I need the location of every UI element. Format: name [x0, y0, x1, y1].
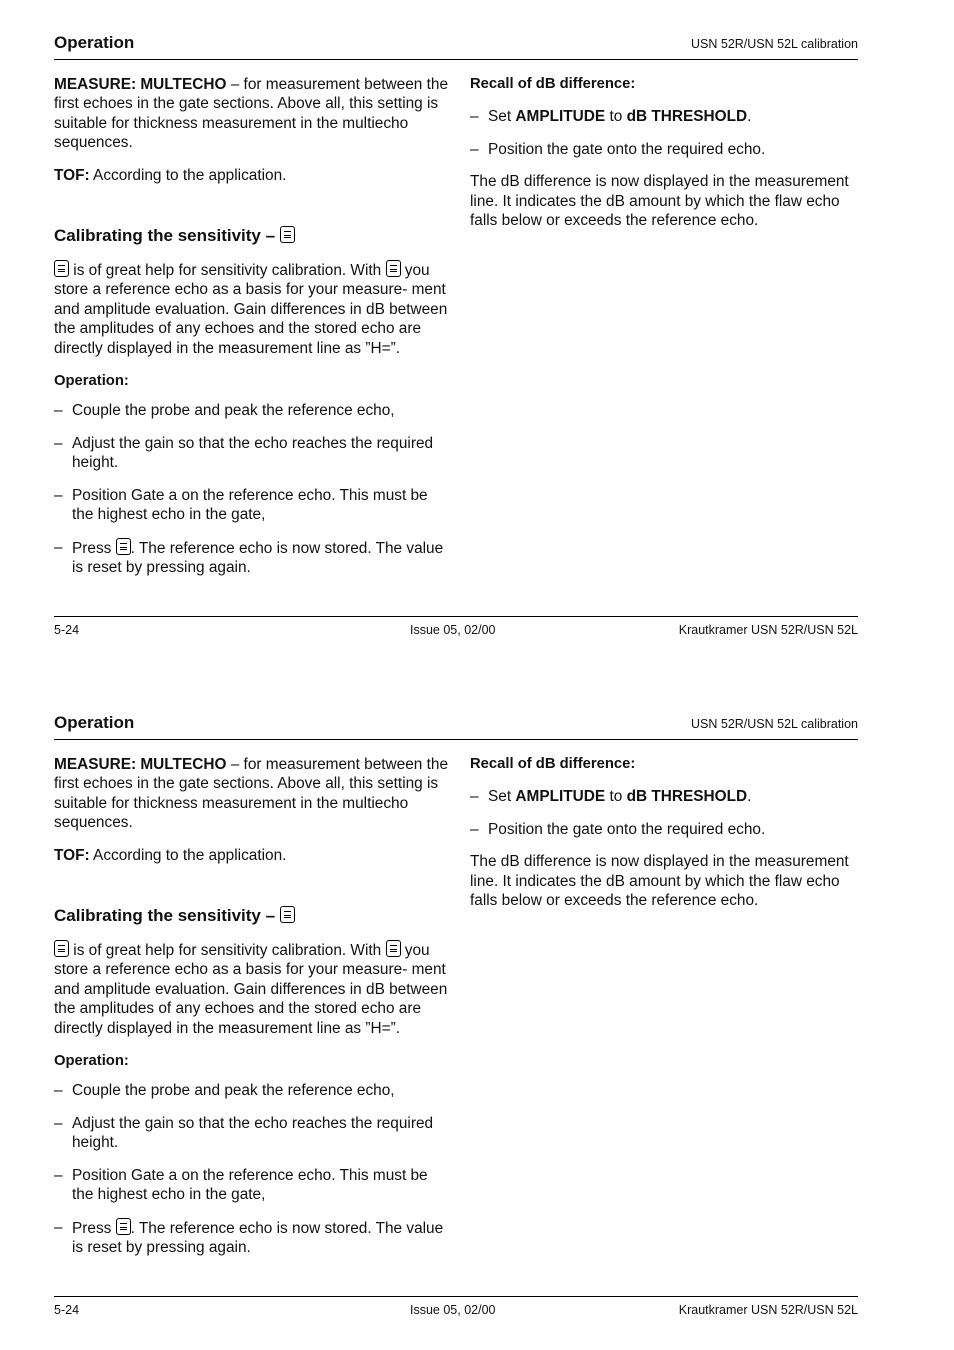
- intro-text-b: you store a reference echo as a basis for your measure- ment and amplitude evaluation. Gain differences in dB between the amplitudes of any echoes and the stored echo are directly displayed in the measurement line as ”H=”.: [54, 262, 448, 357]
- result-paragraph: The dB difference is now displayed in the measurement line. It indicates the dB amount by which the flaw echo falls below or exceeds the reference echo.: [470, 173, 849, 230]
- press-text-a: Press: [72, 539, 116, 557]
- header-rule: [54, 59, 858, 60]
- step-text: Couple the probe and peak the reference echo,: [72, 1082, 395, 1100]
- step-text: Couple the probe and peak the reference echo,: [72, 402, 395, 420]
- intro-text-b: you store a reference echo as a basis for your measure- ment and amplitude evaluation. Gain differences in dB between the amplitudes of any echoes and the stored echo are directly displayed in the measurement line as ”H=”.: [54, 942, 448, 1037]
- sensitivity-heading: [54, 225, 449, 247]
- step-text: Position Gate a on the reference echo. This must be the highest echo in the gate,: [72, 486, 428, 524]
- list-item: – Couple the probe and peak the reference echo,: [54, 402, 395, 420]
- footer-rule: [54, 616, 858, 617]
- step-text: Adjust the gain so that the echo reaches the required height.: [72, 1114, 434, 1152]
- recall-label: Recall of dB difference:: [470, 76, 636, 92]
- db-ref-key-icon: [280, 906, 295, 923]
- list-item: – Couple the probe and peak the reference echo,: [54, 1082, 395, 1100]
- position-text: Position the gate onto the required echo.: [488, 140, 766, 158]
- set-end-text: .: [747, 108, 752, 126]
- tof-paragraph: [54, 846, 449, 865]
- footer-page-number: 5-24: [54, 1303, 80, 1317]
- operation-label: Operation:: [54, 1053, 129, 1070]
- header-chapter-label: USN 52R/USN 52L calibration: [691, 37, 858, 51]
- list-item: – Press . The reference echo is now stored. The value is reset by pressing again.: [54, 538, 444, 576]
- list-item: – Position the gate onto the required echo.: [470, 140, 766, 158]
- right-column: [470, 75, 862, 230]
- list-item: – Press . The reference echo is now stored. The value is reset by pressing again.: [54, 1218, 444, 1256]
- db-ref-key-icon: [280, 226, 295, 243]
- db-ref-key-icon: [54, 940, 69, 957]
- set-text: Set: [488, 788, 516, 806]
- list-item: – Adjust the gain so that the echo reaches the required height.: [54, 1114, 434, 1152]
- left-column: [54, 755, 449, 1257]
- list-item: – Position the gate onto the required echo.: [470, 820, 766, 838]
- multecho-term: MEASURE: MULTECHO: [54, 756, 227, 773]
- db-ref-key-icon: [386, 940, 401, 957]
- set-text: Set: [488, 108, 516, 126]
- footer-product: Krautkramer USN 52R/USN 52L: [678, 623, 858, 637]
- list-item: – Position Gate a on the reference echo. This must be the highest echo in the gate,: [54, 486, 428, 524]
- sensitivity-intro: [54, 940, 449, 1038]
- sensitivity-heading: [54, 905, 449, 927]
- db-threshold-term: dB THRESHOLD: [626, 108, 748, 126]
- list-item: – Set AMPLITUDE to dB THRESHOLD.: [470, 108, 752, 126]
- db-ref-key-icon: [116, 538, 131, 555]
- footer-page-number: 5-24: [54, 623, 80, 637]
- multecho-paragraph: [54, 75, 449, 153]
- tof-text: According to the application.: [89, 846, 287, 864]
- operation-label: Operation:: [54, 373, 129, 390]
- db-ref-key-icon: [54, 260, 69, 277]
- header-rule: [54, 739, 858, 740]
- tof-term: TOF:: [54, 166, 90, 184]
- multecho-paragraph: [54, 755, 449, 833]
- list-item: – Position Gate a on the reference echo. This must be the highest echo in the gate,: [54, 1166, 428, 1204]
- step-text: Position Gate a on the reference echo. This must be the highest echo in the gate,: [72, 1166, 428, 1204]
- manual-page-2: [0, 680, 954, 1350]
- result-paragraph: The dB difference is now displayed in the measurement line. It indicates the dB amount by which the flaw echo falls below or exceeds the reference echo.: [470, 853, 849, 910]
- set-to-text: to: [605, 788, 627, 806]
- multecho-text: – for measurement between the first echoes in the gate sections. Above all, this setting is suitable for thickness measurement in the multiecho sequences.: [54, 756, 449, 832]
- footer-product: Krautkramer USN 52R/USN 52L: [678, 1303, 858, 1317]
- press-text-a: Press: [72, 1219, 116, 1237]
- amplitude-term: AMPLITUDE: [515, 788, 606, 806]
- list-item: – Adjust the gain so that the echo reaches the required height.: [54, 434, 434, 472]
- tof-paragraph: [54, 166, 449, 185]
- press-text-b: . The reference echo is now stored. The value is reset by pressing again.: [72, 1219, 444, 1256]
- multecho-term: MEASURE: MULTECHO: [54, 76, 227, 93]
- tof-term: TOF:: [54, 846, 90, 864]
- position-text: Position the gate onto the required echo.: [488, 820, 766, 838]
- set-to-text: to: [605, 108, 627, 126]
- left-column: [54, 75, 449, 577]
- db-threshold-term: dB THRESHOLD: [626, 788, 748, 806]
- footer-issue: Issue 05, 02/00: [410, 1303, 496, 1317]
- set-end-text: .: [747, 788, 752, 806]
- footer-rule: [54, 1296, 858, 1297]
- db-ref-key-icon: [386, 260, 401, 277]
- step-text: Adjust the gain so that the echo reaches the required height.: [72, 434, 434, 472]
- header-chapter-label: USN 52R/USN 52L calibration: [691, 717, 858, 731]
- intro-text-a: is of great help for sensitivity calibration. With: [69, 262, 386, 280]
- multecho-text: – for measurement between the first echoes in the gate sections. Above all, this setting is suitable for thickness measurement in the multiecho sequences.: [54, 76, 449, 152]
- header-section-title: Operation: [54, 713, 135, 732]
- press-text-b: . The reference echo is now stored. The value is reset by pressing again.: [72, 539, 444, 576]
- header-section-title: Operation: [54, 33, 135, 52]
- amplitude-term: AMPLITUDE: [515, 108, 606, 126]
- sensitivity-heading-text: Calibrating the sensitivity –: [54, 226, 280, 246]
- sensitivity-intro: [54, 260, 449, 358]
- list-item: – Set AMPLITUDE to dB THRESHOLD.: [470, 788, 752, 806]
- db-ref-key-icon: [116, 1218, 131, 1235]
- recall-label: Recall of dB difference:: [470, 756, 636, 772]
- footer-issue: Issue 05, 02/00: [410, 623, 496, 637]
- right-column: [470, 755, 862, 910]
- tof-text: According to the application.: [89, 166, 287, 184]
- sensitivity-heading-text: Calibrating the sensitivity –: [54, 906, 280, 926]
- intro-text-a: is of great help for sensitivity calibration. With: [69, 942, 386, 960]
